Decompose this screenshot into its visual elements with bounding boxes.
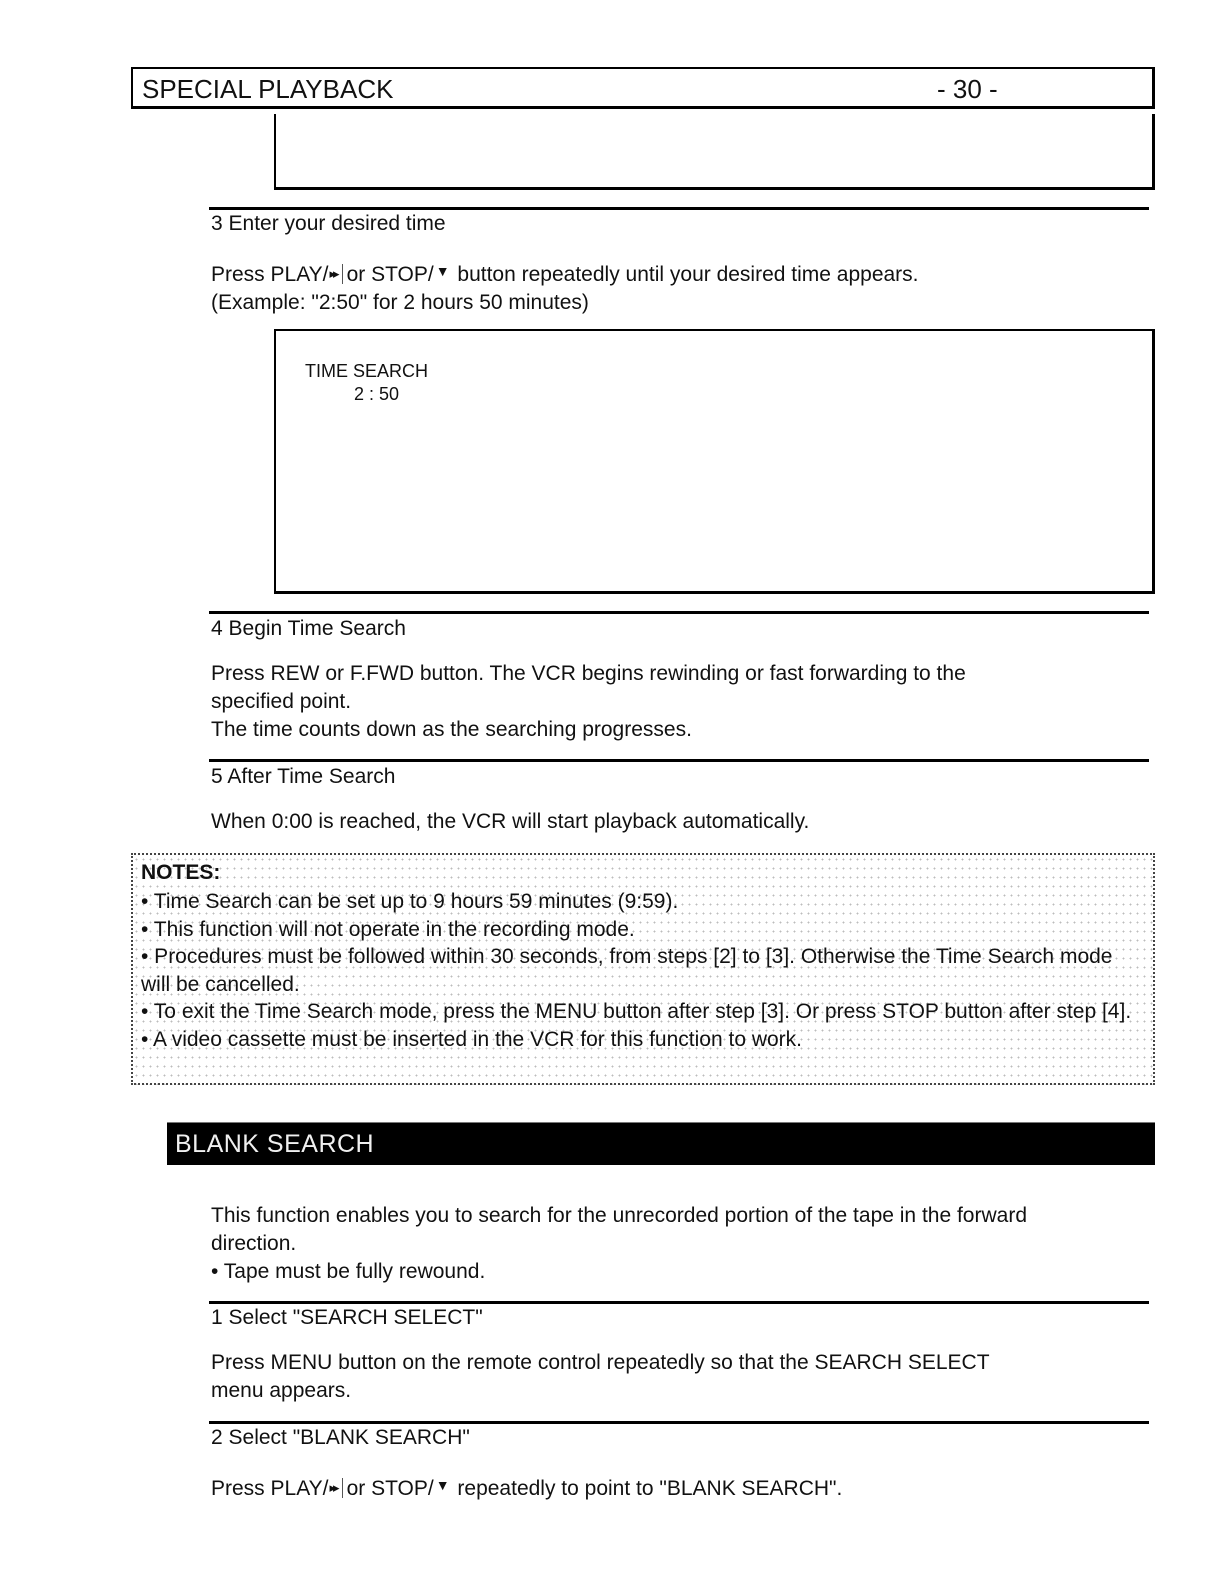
blank-search-intro: [211, 1202, 1156, 1286]
blank-step-1-body: [211, 1349, 1156, 1405]
step-divider: [209, 759, 1149, 762]
page-number: - 30 -: [937, 74, 998, 104]
step-4-line-3: The time counts down as the searching progresses.: [211, 718, 692, 741]
step-divider: [209, 1421, 1149, 1424]
intro-line-1: This function enables you to search for the unrecorded portion of the tape in the forward: [211, 1204, 1027, 1227]
note-item: • To exit the Time Search mode, press the MENU button after step [3]. Or press STOP button after step [4].: [141, 1000, 1132, 1023]
note-item: • Time Search can be set up to 9 hours 59 minutes (9:59).: [141, 890, 679, 913]
step-3-line-1: Press PLAY/▸▸ or STOP/ ▼ button repeatedly until your desired time appears.: [211, 257, 1156, 289]
step-4-line-1: Press REW or F.FWD button. The VCR begins rewinding or fast forwarding to the: [211, 662, 966, 685]
down-triangle-icon: ▼: [435, 1477, 450, 1493]
section-banner-title: BLANK SEARCH: [175, 1130, 375, 1158]
note-item: • A video cassette must be inserted in the VCR for this function to work.: [141, 1027, 803, 1051]
step-4-heading: 4 Begin Time Search: [211, 617, 406, 640]
intro-line-3: • Tape must be fully rewound.: [211, 1260, 486, 1283]
fast-forward-icon: ▸▸: [329, 1480, 337, 1495]
fast-forward-icon: ▸▸: [329, 266, 337, 281]
blank-step-1-line-1: Press MENU button on the remote control repeatedly so that the SEARCH SELECT: [211, 1351, 990, 1374]
notes-list: [141, 888, 1146, 1053]
page-header: [131, 67, 1155, 109]
note-item: • Procedures must be followed within 30 seconds, from steps [2] to [3]. Otherwise the Time Search mode will be cancelled.: [141, 945, 1113, 996]
screen-time-value: 2 : 50: [354, 384, 400, 404]
step-4-body: [211, 660, 1156, 744]
down-triangle-icon: ▼: [435, 263, 450, 279]
screen-title: TIME SEARCH: [305, 361, 429, 381]
note-item: • This function will not operate in the recording mode.: [141, 917, 635, 941]
blank-step-2-body: [211, 1471, 1156, 1503]
notes-title: NOTES:: [141, 861, 221, 884]
intro-line-2: direction.: [211, 1232, 297, 1255]
step-3-heading: 3 Enter your desired time: [211, 212, 446, 235]
blank-step-1-heading: 1 Select "SEARCH SELECT": [211, 1306, 483, 1329]
blank-step-1-line-2: menu appears.: [211, 1379, 352, 1402]
step-3-line-2: (Example: "2:50" for 2 hours 50 minutes): [211, 291, 589, 314]
step-divider: [209, 1301, 1149, 1304]
notes-box: [131, 853, 1155, 1085]
blank-step-2-heading: 2 Select "BLANK SEARCH": [211, 1426, 470, 1449]
step-3-body: [211, 257, 1156, 317]
step-divider: [209, 207, 1149, 210]
step-divider: [209, 611, 1149, 614]
screen-display-continued: [274, 114, 1155, 190]
step-5-body: When 0:00 is reached, the VCR will start playback automatically.: [211, 810, 810, 833]
divider-icon: [342, 264, 343, 284]
screen-display: [274, 329, 1155, 594]
step-4-line-2: specified point.: [211, 690, 352, 713]
blank-step-2-line-1: Press PLAY/▸▸ or STOP/ ▼ repeatedly to point to "BLANK SEARCH".: [211, 1471, 1156, 1503]
divider-icon: [342, 1478, 343, 1498]
step-5-heading: 5 After Time Search: [211, 765, 396, 788]
section-title: SPECIAL PLAYBACK: [142, 74, 394, 104]
section-banner: [167, 1122, 1155, 1165]
